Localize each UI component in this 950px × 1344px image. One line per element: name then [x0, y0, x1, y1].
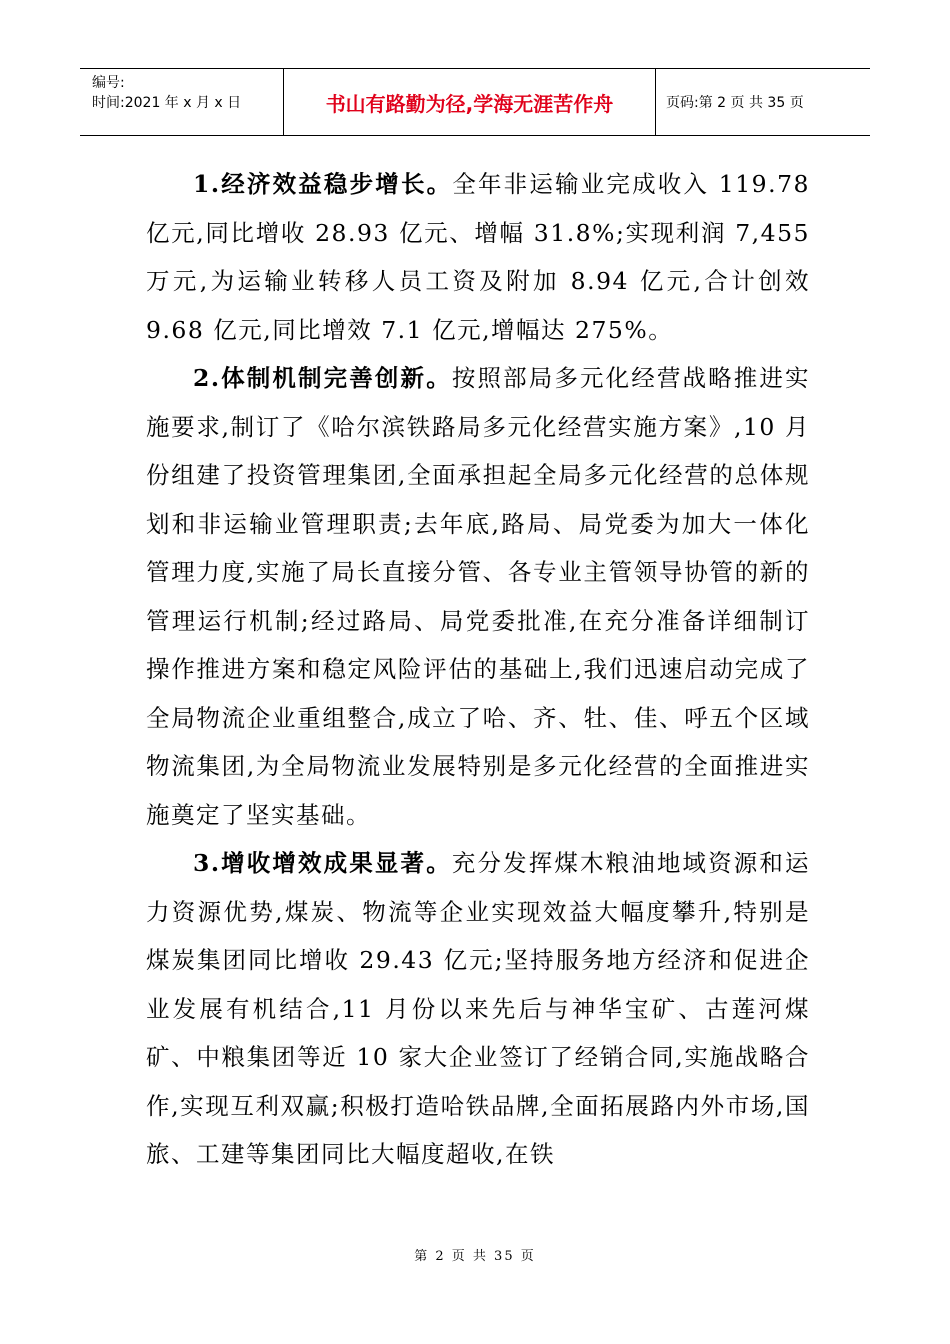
paragraph-text: 按照部局多元化经营战略推进实施要求,制订了《哈尔滨铁路局多元化经营实施方案》,10 月份组建了投资管理集团,全面承担起全局多元化经营的总体规划和非运输业管理职责;去年底,路局、局党委为加大一体化管理力度,实施了局长直接分管、各专业主管领导协管的新的管理运行机制;经过路局、局党委批准,在充分准备详细制订操作推进方案和稳定风险评估的基础上,我们迅速启动完成了全局物流企业重组整合,成立了哈、齐、牡、佳、呼五个区域物流集团,为全局物流业发展特别是多元化经营的全面推进实施奠定了坚实基础。	[146, 364, 810, 829]
paragraph-economic-benefit	[146, 160, 810, 354]
document-body	[146, 160, 810, 1179]
paragraph-heading: 1.经济效益稳步增长。	[193, 170, 453, 198]
header-motto: 书山有路勤为径,学海无涯苦作舟	[283, 69, 656, 135]
page-header	[80, 68, 870, 136]
header-meta	[80, 69, 283, 135]
paragraph-institutional-reform	[146, 354, 810, 839]
paragraph-text: 充分发挥煤木粮油地域资源和运力资源优势,煤炭、物流等企业实现效益大幅度攀升,特别是煤炭集团同比增收 29.43 亿元;坚持服务地方经济和促进企业发展有机结合,11 月份以来先后与神华宝矿、古莲河煤矿、中粮集团等近 10 家大企业签订了经销合同,实施战略合作,实现互利双赢;积极打造哈铁品牌,全面拓展路内外市场,国旅、工建等集团同比大幅度超收,在铁	[146, 849, 810, 1168]
paragraph-heading: 2.体制机制完善创新。	[193, 364, 452, 392]
header-page-info: 页码:第 2 页 共 35 页	[666, 95, 804, 111]
document-time-label: 时间:2021 年 x 月 x 日	[92, 95, 242, 111]
document-number-label: 编号:	[92, 75, 125, 91]
page-footer: 第 2 页 共 35 页	[414, 1249, 536, 1264]
paragraph-text: 全年非运输业完成收入 119.78 亿元,同比增收 28.93 亿元、增幅 31.8%;实现利润 7,455 万元,为运输业转移人员工资及附加 8.94 亿元,合计创效 9.68 亿元,同比增效 7.1 亿元,增幅达 275%。	[146, 170, 810, 344]
paragraph-revenue-results	[146, 839, 810, 1179]
paragraph-heading: 3.增收增效成果显著。	[193, 849, 452, 877]
